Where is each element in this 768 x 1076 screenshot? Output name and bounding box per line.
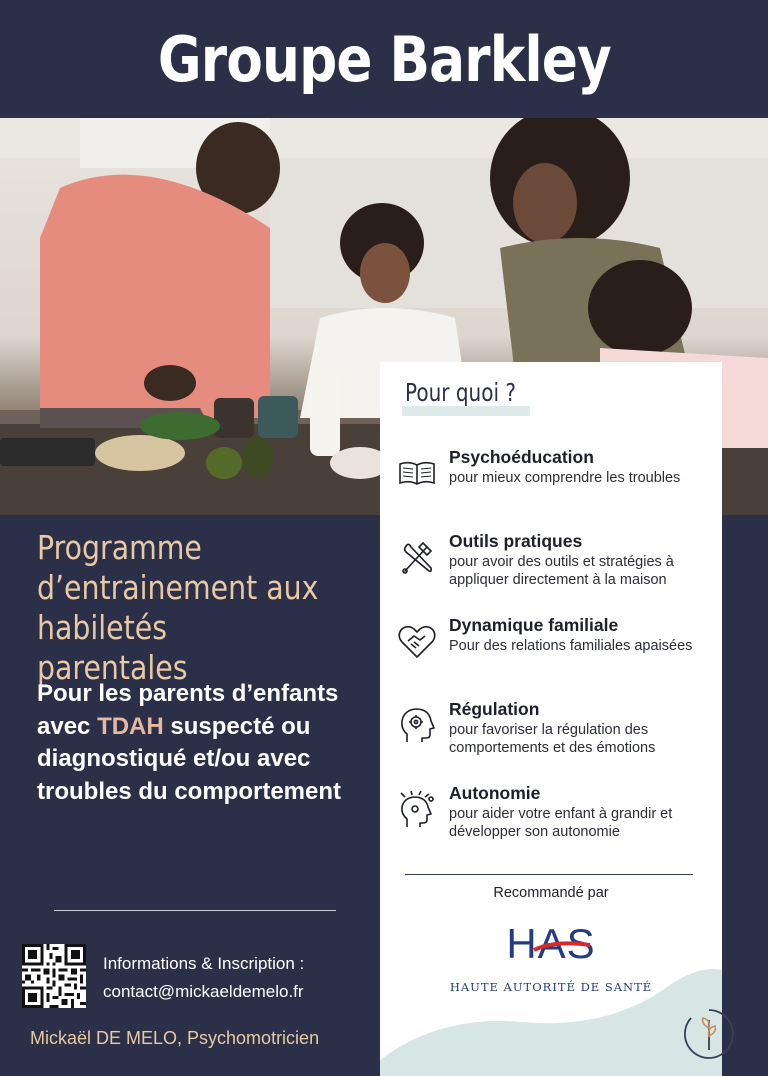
benefit-desc: pour avoir des outils et stratégies à appliquer directement à la maison	[449, 554, 674, 588]
contact-email[interactable]: contact@mickaeldemelo.fr	[103, 982, 304, 1001]
tdah-highlight: TDAH	[97, 712, 164, 740]
page-title: Groupe Barkley	[157, 22, 611, 96]
divider-right	[405, 874, 693, 875]
heading-underline	[402, 406, 530, 416]
benefit-desc: Pour des relations familiales apaisées	[449, 638, 693, 654]
benefit-title: Autonomie	[449, 783, 541, 803]
card-wave-decoration	[380, 960, 722, 1076]
leaf-emblem-logo	[681, 1006, 737, 1062]
benefit-desc: pour aider votre enfant à grandir et développer son autonomie	[449, 806, 673, 840]
has-fullname: HAUTE AUTORITÉ DE SANTÉ	[449, 980, 653, 994]
qr-code[interactable]	[22, 944, 86, 1008]
contact-info	[103, 950, 304, 1006]
svg-text:HAS: HAS	[506, 920, 596, 967]
audience-text	[37, 678, 357, 808]
divider-left	[54, 910, 336, 911]
benefit-title: Outils pratiques	[449, 531, 583, 551]
benefit-title: Régulation	[449, 699, 540, 719]
benefit-title: Psychoéducation	[449, 447, 594, 467]
audience-text-start: Pour les parents d’enfants avec	[37, 680, 339, 740]
audience-text-end: suspecté ou diagnostiqué et/ou avec troubles du comportement	[37, 712, 342, 805]
benefit-desc: pour favoriser la régulation des comportements et des émotions	[449, 722, 656, 756]
benefit-desc: pour mieux comprendre les troubles	[449, 470, 681, 486]
handshake-heart-icon	[397, 621, 437, 661]
benefit-title: Dynamique familiale	[449, 615, 619, 635]
contact-label: Informations & Inscription :	[103, 954, 305, 973]
brain-gear-icon	[397, 705, 437, 745]
recommended-label: Recommandé par	[493, 885, 609, 901]
program-title: Programme d’entrainement aux habiletés parentales	[37, 528, 319, 687]
header-bar	[0, 0, 768, 118]
has-logo	[494, 920, 608, 970]
author-name: Mickaël DE MELO, Psychomotricien	[30, 1028, 320, 1048]
head-ideas-icon	[397, 789, 437, 829]
card-heading: Pour quoi ?	[405, 378, 516, 407]
tools-icon	[397, 537, 437, 577]
book-icon	[397, 453, 437, 493]
